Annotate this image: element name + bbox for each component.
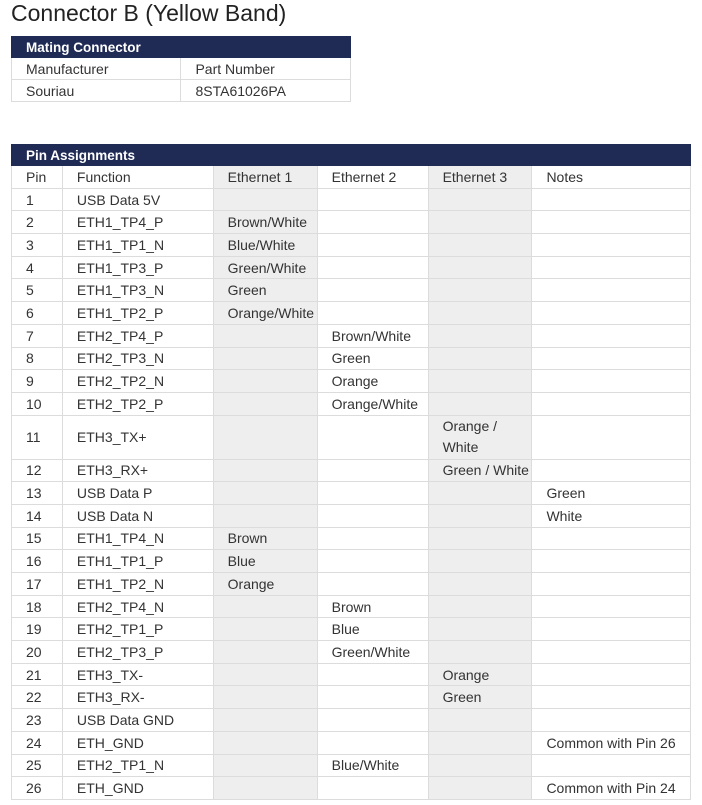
pin-cell: 9 <box>12 370 63 393</box>
function-cell: ETH3_TX- <box>62 663 213 686</box>
ethernet-1-cell: Brown/White <box>213 211 317 234</box>
notes-cell <box>532 459 691 482</box>
ethernet-2-cell <box>317 731 428 754</box>
column-header: Manufacturer <box>12 58 181 80</box>
notes-cell <box>532 754 691 777</box>
ethernet-3-cell <box>428 324 532 347</box>
ethernet-3-cell <box>428 573 532 596</box>
notes-cell <box>532 573 691 596</box>
ethernet-2-cell: Green <box>317 347 428 370</box>
part-number-cell: 8STA61026PA <box>181 80 351 102</box>
pin-cell: 14 <box>12 504 63 527</box>
function-cell: ETH2_TP4_P <box>62 324 213 347</box>
ethernet-2-cell <box>317 504 428 527</box>
mating-connector-heading: Mating Connector <box>12 37 351 58</box>
ethernet-3-cell <box>428 618 532 641</box>
ethernet-2-cell <box>317 279 428 302</box>
pin-rows <box>12 188 691 799</box>
pin-cell: 4 <box>12 256 63 279</box>
table-row <box>12 663 691 686</box>
ethernet-1-cell: Orange <box>213 573 317 596</box>
ethernet-3-cell: Green <box>428 686 532 709</box>
ethernet-3-cell <box>428 234 532 257</box>
function-cell: ETH_GND <box>62 731 213 754</box>
notes-cell <box>532 527 691 550</box>
function-cell: ETH3_RX+ <box>62 459 213 482</box>
ethernet-2-cell <box>317 482 428 505</box>
ethernet-2-cell: Blue <box>317 618 428 641</box>
function-cell: USB Data GND <box>62 709 213 732</box>
function-cell: ETH2_TP2_P <box>62 392 213 415</box>
ethernet-3-cell <box>428 392 532 415</box>
notes-cell <box>532 550 691 573</box>
ethernet-1-cell <box>213 686 317 709</box>
ethernet-2-cell <box>317 663 428 686</box>
ethernet-1-cell <box>213 459 317 482</box>
table-row <box>12 754 691 777</box>
column-header: Pin <box>12 166 63 189</box>
function-cell: USB Data 5V <box>62 188 213 211</box>
function-cell: ETH1_TP3_N <box>62 279 213 302</box>
ethernet-3-cell: Orange / White <box>428 415 532 459</box>
table-row <box>12 777 691 800</box>
ethernet-3-cell <box>428 731 532 754</box>
pin-cell: 3 <box>12 234 63 257</box>
ethernet-2-cell: Brown <box>317 595 428 618</box>
ethernet-2-cell <box>317 550 428 573</box>
function-cell: ETH2_TP3_N <box>62 347 213 370</box>
ethernet-1-cell <box>213 754 317 777</box>
notes-cell <box>532 211 691 234</box>
ethernet-2-cell <box>317 527 428 550</box>
pin-cell: 18 <box>12 595 63 618</box>
table-row <box>12 279 691 302</box>
table-row <box>12 256 691 279</box>
mating-connector-table <box>11 36 351 102</box>
table-row <box>12 595 691 618</box>
ethernet-1-cell <box>213 709 317 732</box>
ethernet-1-cell <box>213 188 317 211</box>
notes-cell <box>532 324 691 347</box>
function-cell: ETH2_TP3_P <box>62 641 213 664</box>
ethernet-1-cell <box>213 347 317 370</box>
column-header: Notes <box>532 166 691 189</box>
notes-cell <box>532 392 691 415</box>
ethernet-1-cell: Blue <box>213 550 317 573</box>
function-cell: ETH2_TP4_N <box>62 595 213 618</box>
ethernet-3-cell <box>428 370 532 393</box>
notes-cell: Common with Pin 26 <box>532 731 691 754</box>
ethernet-3-cell <box>428 482 532 505</box>
ethernet-3-cell <box>428 279 532 302</box>
table-row <box>12 482 691 505</box>
manufacturer-cell: Souriau <box>12 80 181 102</box>
pin-cell: 19 <box>12 618 63 641</box>
notes-cell <box>532 256 691 279</box>
ethernet-3-cell: Green / White <box>428 459 532 482</box>
ethernet-2-cell: Orange/White <box>317 392 428 415</box>
pin-cell: 22 <box>12 686 63 709</box>
ethernet-3-cell <box>428 709 532 732</box>
table-row <box>12 58 351 80</box>
ethernet-3-cell <box>428 347 532 370</box>
pin-assignments-table <box>11 144 691 800</box>
ethernet-3-cell <box>428 302 532 325</box>
function-cell: ETH3_TX+ <box>62 415 213 459</box>
ethernet-3-cell <box>428 188 532 211</box>
ethernet-2-cell: Blue/White <box>317 754 428 777</box>
function-cell: USB Data P <box>62 482 213 505</box>
ethernet-2-cell <box>317 415 428 459</box>
notes-cell: White <box>532 504 691 527</box>
ethernet-3-cell <box>428 211 532 234</box>
ethernet-2-cell <box>317 459 428 482</box>
pin-cell: 23 <box>12 709 63 732</box>
table-row <box>12 618 691 641</box>
ethernet-2-cell <box>317 188 428 211</box>
pin-cell: 5 <box>12 279 63 302</box>
table-row <box>12 80 351 102</box>
column-header: Ethernet 3 <box>428 166 532 189</box>
pin-cell: 7 <box>12 324 63 347</box>
notes-cell <box>532 370 691 393</box>
pin-cell: 2 <box>12 211 63 234</box>
pin-cell: 17 <box>12 573 63 596</box>
ethernet-2-cell <box>317 573 428 596</box>
ethernet-1-cell <box>213 595 317 618</box>
ethernet-1-cell <box>213 392 317 415</box>
pin-cell: 8 <box>12 347 63 370</box>
pin-cell: 15 <box>12 527 63 550</box>
ethernet-2-cell <box>317 234 428 257</box>
ethernet-1-cell <box>213 663 317 686</box>
table-row <box>12 504 691 527</box>
notes-cell: Common with Pin 24 <box>532 777 691 800</box>
notes-cell <box>532 234 691 257</box>
table-row <box>12 709 691 732</box>
function-cell: ETH3_RX- <box>62 686 213 709</box>
function-cell: ETH1_TP1_P <box>62 550 213 573</box>
function-cell: ETH1_TP1_N <box>62 234 213 257</box>
ethernet-2-cell <box>317 709 428 732</box>
ethernet-2-cell <box>317 302 428 325</box>
column-header: Function <box>62 166 213 189</box>
table-header-row <box>12 37 351 58</box>
ethernet-1-cell <box>213 731 317 754</box>
table-row <box>12 573 691 596</box>
ethernet-3-cell: Orange <box>428 663 532 686</box>
column-header: Ethernet 1 <box>213 166 317 189</box>
pin-cell: 13 <box>12 482 63 505</box>
table-row <box>12 731 691 754</box>
table-row <box>12 347 691 370</box>
table-row <box>12 188 691 211</box>
notes-cell <box>532 641 691 664</box>
pin-cell: 1 <box>12 188 63 211</box>
column-header: Ethernet 2 <box>317 166 428 189</box>
function-cell: ETH1_TP3_P <box>62 256 213 279</box>
pin-cell: 25 <box>12 754 63 777</box>
table-row <box>12 324 691 347</box>
function-cell: ETH2_TP1_N <box>62 754 213 777</box>
ethernet-1-cell <box>213 482 317 505</box>
ethernet-1-cell <box>213 504 317 527</box>
column-header: Part Number <box>181 58 351 80</box>
ethernet-2-cell: Brown/White <box>317 324 428 347</box>
ethernet-3-cell <box>428 754 532 777</box>
ethernet-3-cell <box>428 504 532 527</box>
table-row <box>12 641 691 664</box>
ethernet-1-cell <box>213 777 317 800</box>
notes-cell <box>532 686 691 709</box>
table-row <box>12 234 691 257</box>
table-row <box>12 527 691 550</box>
ethernet-3-cell <box>428 595 532 618</box>
pin-cell: 10 <box>12 392 63 415</box>
notes-cell <box>532 279 691 302</box>
table-row <box>12 550 691 573</box>
ethernet-1-cell <box>213 618 317 641</box>
pin-cell: 21 <box>12 663 63 686</box>
notes-cell <box>532 188 691 211</box>
table-row <box>12 686 691 709</box>
table-row <box>12 302 691 325</box>
ethernet-3-cell <box>428 527 532 550</box>
table-row <box>12 392 691 415</box>
ethernet-1-cell: Green <box>213 279 317 302</box>
notes-cell <box>532 663 691 686</box>
ethernet-1-cell <box>213 324 317 347</box>
ethernet-1-cell: Green/White <box>213 256 317 279</box>
ethernet-3-cell <box>428 777 532 800</box>
pin-assignments-heading: Pin Assignments <box>12 145 691 166</box>
function-cell: ETH1_TP2_N <box>62 573 213 596</box>
function-cell: ETH1_TP4_N <box>62 527 213 550</box>
table-row <box>12 370 691 393</box>
pin-cell: 16 <box>12 550 63 573</box>
function-cell: ETH2_TP1_P <box>62 618 213 641</box>
ethernet-1-cell <box>213 641 317 664</box>
pin-cell: 24 <box>12 731 63 754</box>
pin-cell: 11 <box>12 415 63 459</box>
ethernet-2-cell <box>317 777 428 800</box>
notes-cell <box>532 595 691 618</box>
column-header-row <box>12 166 691 189</box>
pin-cell: 12 <box>12 459 63 482</box>
notes-cell <box>532 302 691 325</box>
function-cell: ETH1_TP4_P <box>62 211 213 234</box>
ethernet-3-cell <box>428 641 532 664</box>
function-cell: USB Data N <box>62 504 213 527</box>
ethernet-1-cell <box>213 370 317 393</box>
function-cell: ETH2_TP2_N <box>62 370 213 393</box>
ethernet-1-cell: Blue/White <box>213 234 317 257</box>
notes-cell <box>532 618 691 641</box>
page-title: Connector B (Yellow Band) <box>11 0 287 26</box>
ethernet-2-cell <box>317 686 428 709</box>
table-row <box>12 459 691 482</box>
table-header-row <box>12 145 691 166</box>
ethernet-1-cell: Brown <box>213 527 317 550</box>
function-cell: ETH_GND <box>62 777 213 800</box>
ethernet-3-cell <box>428 550 532 573</box>
ethernet-2-cell <box>317 211 428 234</box>
notes-cell: Green <box>532 482 691 505</box>
ethernet-2-cell: Green/White <box>317 641 428 664</box>
notes-cell <box>532 347 691 370</box>
pin-cell: 6 <box>12 302 63 325</box>
ethernet-2-cell <box>317 256 428 279</box>
ethernet-1-cell <box>213 415 317 459</box>
ethernet-3-cell <box>428 256 532 279</box>
notes-cell <box>532 415 691 459</box>
ethernet-1-cell: Orange/White <box>213 302 317 325</box>
table-row <box>12 211 691 234</box>
function-cell: ETH1_TP2_P <box>62 302 213 325</box>
table-row <box>12 415 691 459</box>
ethernet-2-cell: Orange <box>317 370 428 393</box>
pin-cell: 20 <box>12 641 63 664</box>
notes-cell <box>532 709 691 732</box>
pin-cell: 26 <box>12 777 63 800</box>
